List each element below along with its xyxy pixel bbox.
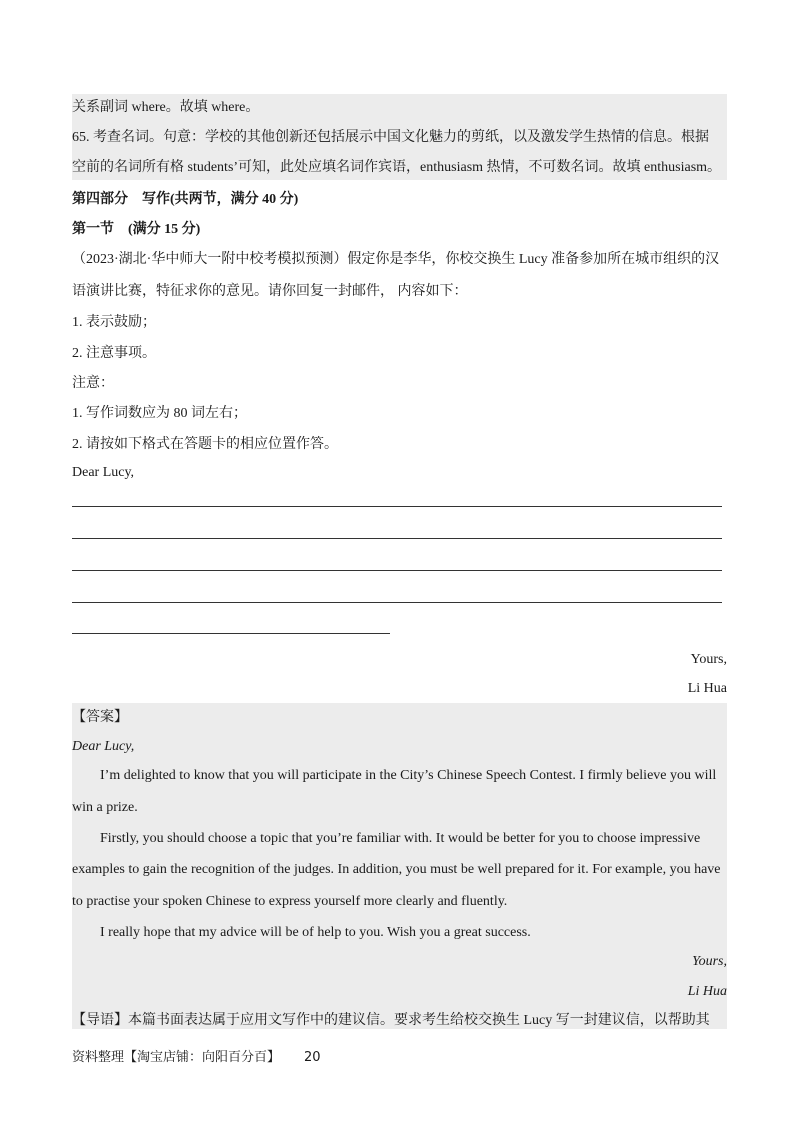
writing-line bbox=[72, 538, 722, 539]
note-item-2: 2. 请按如下格式在答题卡的相应位置作答。 bbox=[72, 437, 338, 452]
writing-line bbox=[72, 570, 722, 571]
answer-greeting: Dear Lucy, bbox=[72, 739, 135, 754]
writing-line bbox=[72, 633, 390, 634]
note-item-1: 1. 写作词数应为 80 词左右； bbox=[72, 406, 247, 421]
answer-paragraph-2-line-3: to practise your spoken Chinese to express yourself more clearly and fluently. bbox=[72, 894, 508, 909]
prompt-line-1: （2023·湖北·华中师大一附中校考模拟预测）假定你是李华，你校交换生 Lucy 准备参加所在城市组织的汉 bbox=[72, 252, 720, 267]
note-label: 注意： bbox=[72, 376, 114, 391]
prompt-item-2: 2. 注意事项。 bbox=[72, 346, 156, 361]
answer-label: 【答案】 bbox=[72, 710, 128, 725]
answer-paragraph-1-line-1: I’m delighted to know that you will participate in the City’s Chinese Speech Contest. I firmly believe you will bbox=[100, 768, 717, 783]
writing-line bbox=[72, 602, 722, 603]
answer-paragraph-3: I really hope that my advice will be of help to you. Wish you a great success. bbox=[100, 925, 531, 940]
prompt-signature: Li Hua bbox=[687, 681, 727, 696]
answer-closing: Yours, bbox=[692, 954, 727, 969]
prompt-line-2: 语演讲比赛，特征求你的意见。请你回复一封邮件， 内容如下： bbox=[72, 284, 468, 299]
answer-paragraph-2-line-2: examples to gain the recognition of the judges. In addition, you must be well prepared for it. For example, you have bbox=[72, 862, 721, 877]
explanation-line-3: 空前的名词所有格 students’可知，此处应填名词作宾语，enthusiasm 热情，不可数名词。故填 enthusiasm。 bbox=[72, 160, 722, 175]
explanation-line-2: 65. 考查名词。句意：学校的其他创新还包括展示中国文化魅力的剪纸，以及激发学生热情的信息。根据 bbox=[72, 130, 709, 145]
explanation-line-1: 关系副词 where。故填 where。 bbox=[72, 100, 260, 115]
section-title: 第一节 (满分 15 分) bbox=[72, 222, 201, 237]
prompt-closing: Yours, bbox=[690, 652, 727, 667]
footer-source: 资料整理【淘宝店铺：向阳百分百】 bbox=[72, 1050, 281, 1065]
page-number: 20 bbox=[304, 1050, 321, 1065]
part-title: 第四部分 写作(共两节，满分 40 分) bbox=[72, 192, 299, 207]
answer-paragraph-2-line-1: Firstly, you should choose a topic that you’re familiar with. It would be better for you to choose impressive bbox=[100, 831, 701, 846]
prompt-greeting: Dear Lucy, bbox=[72, 465, 135, 480]
answer-paragraph-1-line-2: win a prize. bbox=[72, 800, 138, 815]
prompt-item-1: 1. 表示鼓励； bbox=[72, 315, 156, 330]
writing-line bbox=[72, 506, 722, 507]
answer-signature: Li Hua bbox=[687, 984, 727, 999]
guide-line-1: 【导语】本篇书面表达属于应用文写作中的建议信。要求考生给校交换生 Lucy 写一封建议信，以帮助其 bbox=[72, 1013, 710, 1028]
